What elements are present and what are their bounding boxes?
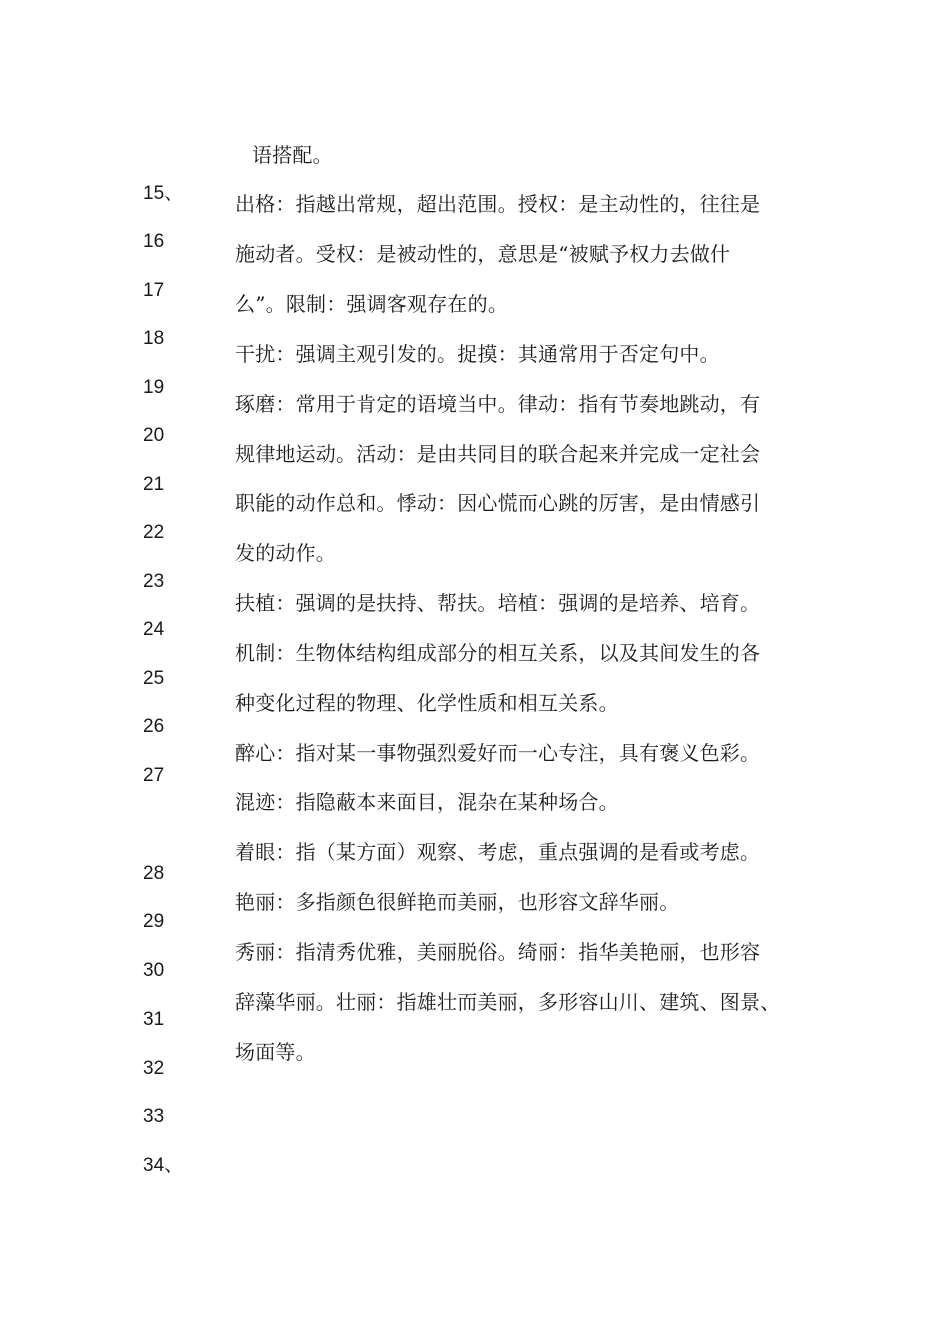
- text-line: 语搭配。: [252, 143, 333, 167]
- line-number: 20: [143, 425, 165, 446]
- text-line: 混迹：指隐蔽本来面目，混杂在某种场合。: [235, 790, 619, 814]
- text-line: 施动者。受权：是被动性的，意思是“被赋予权力去做什: [235, 242, 731, 266]
- line-number: 27: [143, 765, 165, 786]
- line-number: 22: [143, 522, 165, 543]
- text-line: 着眼：指（某方面）观察、考虑，重点强调的是看或考虑。: [235, 840, 761, 864]
- line-number: 28: [143, 863, 165, 884]
- line-number: 19: [143, 377, 165, 398]
- line-number: 15、: [143, 183, 184, 204]
- text-line: 琢磨：常用于肯定的语境当中。律动：指有节奏地跳动，有: [235, 392, 761, 416]
- line-number: 29: [143, 911, 165, 932]
- text-line: 种变化过程的物理、化学性质和相互关系。: [235, 691, 619, 715]
- line-number: 24: [143, 619, 165, 640]
- line-number: 16: [143, 231, 165, 252]
- text-line: 醉心：指对某一事物强烈爱好而一心专注，具有褒义色彩。: [235, 741, 761, 765]
- line-number: 33: [143, 1106, 165, 1127]
- text-line: 规律地运动。活动：是由共同目的联合起来并完成一定社会: [235, 442, 761, 466]
- text-line: 机制：生物体结构组成部分的相互关系，以及其间发生的各: [235, 641, 761, 665]
- line-number: 21: [143, 474, 165, 495]
- line-number: 30: [143, 960, 165, 981]
- text-line: 辞藻华丽。壮丽：指雄壮而美丽，多形容山川、建筑、图景、: [235, 990, 781, 1014]
- line-number: 17: [143, 280, 165, 301]
- text-line: 艳丽：多指颜色很鲜艳而美丽，也形容文辞华丽。: [235, 890, 680, 914]
- text-line: 职能的动作总和。悸动：因心慌而心跳的厉害，是由情感引: [235, 491, 761, 515]
- text-line: 干扰：强调主观引发的。捉摸：其通常用于否定句中。: [235, 342, 720, 366]
- text-line: 秀丽：指清秀优雅，美丽脱俗。绮丽：指华美艳丽，也形容: [235, 940, 761, 964]
- line-number: 25: [143, 668, 165, 689]
- line-number: 31: [143, 1009, 165, 1030]
- line-number: 23: [143, 571, 165, 592]
- line-number: 32: [143, 1058, 165, 1079]
- line-number: 18: [143, 328, 165, 349]
- text-line: 扶植：强调的是扶持、帮扶。培植：强调的是培养、培育。: [235, 591, 761, 615]
- text-line: 发的动作。: [235, 541, 336, 565]
- line-number: 34、: [143, 1155, 184, 1176]
- text-line: 场面等。: [235, 1040, 316, 1064]
- text-line: 么”。限制：强调客观存在的。: [235, 292, 509, 316]
- text-line: 出格：指越出常规，超出范围。授权：是主动性的，往往是: [235, 192, 761, 216]
- line-number: 26: [143, 716, 165, 737]
